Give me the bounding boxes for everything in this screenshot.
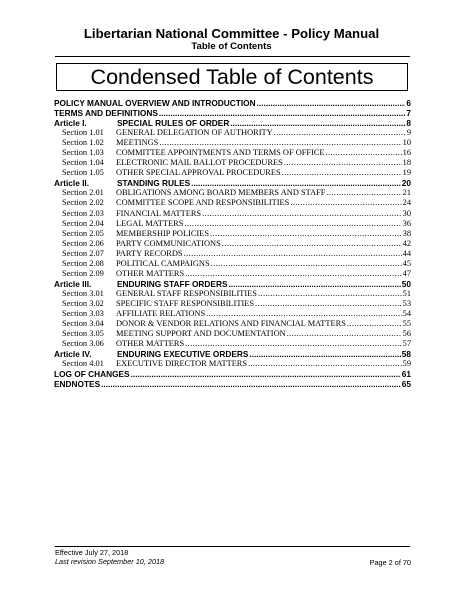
dot-leader: [101, 379, 401, 389]
toc-entry[interactable]: [54, 249, 411, 259]
toc-entry-page: 47: [402, 268, 411, 278]
toc-entry-page: 20: [401, 178, 411, 189]
toc-entry[interactable]: [54, 289, 411, 299]
toc-entry[interactable]: [54, 309, 411, 319]
toc-entry[interactable]: [54, 369, 411, 379]
toc-entry-page: 45: [402, 258, 411, 268]
dot-leader: [185, 339, 401, 348]
toc-entry[interactable]: [54, 148, 411, 158]
toc-entry-title: ELECTRONIC MAIL BALLOT PROCEDURES: [116, 158, 283, 168]
dot-leader: [202, 209, 402, 218]
toc-entry-page: 10: [402, 138, 411, 148]
toc-entry-number: Section 2.02: [62, 198, 104, 208]
dot-leader: [184, 249, 402, 258]
toc-entry-title: GENERAL DELEGATION OF AUTHORITY: [116, 128, 273, 138]
toc-entry-number: Section 1.02: [62, 138, 104, 148]
toc-entry-number: Section 3.06: [62, 339, 104, 349]
toc-entry-number: Section 3.05: [62, 329, 104, 339]
toc-entry[interactable]: [54, 118, 411, 128]
dot-leader: [287, 329, 402, 338]
toc-entry-title: PARTY COMMUNICATIONS: [116, 238, 221, 248]
toc-entry[interactable]: [54, 349, 411, 359]
toc-entry-page: 9: [406, 128, 411, 138]
toc-entry-page: 57: [402, 339, 411, 349]
toc-entry-title: ENDNOTES: [54, 379, 101, 390]
toc-entry[interactable]: [54, 339, 411, 349]
toc-entry-page: 36: [402, 218, 411, 228]
toc-entry[interactable]: [54, 209, 411, 219]
toc-entry-page: 42: [402, 238, 411, 248]
toc-entry-number: Section 1.05: [62, 168, 104, 178]
toc-entry[interactable]: [54, 128, 411, 138]
toc-entry[interactable]: [54, 259, 411, 269]
toc-entry-title: FINANCIAL MATTERS: [116, 208, 202, 218]
toc-entry-number: Article I.: [54, 118, 87, 129]
toc-entry[interactable]: [54, 138, 411, 148]
toc-entry-title: ENDURING STAFF ORDERS: [117, 278, 228, 289]
toc-entry-page: 38: [402, 228, 411, 238]
toc-entry-title: OTHER MATTERS: [116, 339, 185, 349]
toc-entry-title: PARTY RECORDS: [116, 248, 183, 258]
toc-entry-page: 21: [402, 188, 411, 198]
toc-entry-number: Section 2.04: [62, 218, 104, 228]
toc-entry[interactable]: [54, 229, 411, 239]
dot-leader: [185, 269, 401, 278]
dot-leader: [211, 259, 402, 268]
toc-entry-number: Section 1.04: [62, 158, 104, 168]
dot-leader: [257, 98, 406, 108]
dot-leader: [258, 289, 402, 298]
toc-entry-number: Section 2.09: [62, 268, 104, 278]
toc-entry-number: Article III.: [54, 278, 92, 289]
toc-entry-number: Section 4.01: [62, 359, 104, 369]
toc-entry-page: 55: [402, 319, 411, 329]
dot-leader: [228, 279, 400, 289]
toc-entry[interactable]: [54, 188, 411, 198]
toc-entry-number: Section 2.06: [62, 238, 104, 248]
dot-leader: [274, 128, 406, 137]
toc-entry-page: 7: [406, 108, 411, 119]
toc-entry-number: Section 3.03: [62, 308, 104, 318]
dot-leader: [326, 188, 401, 197]
toc-entry-number: Section 1.03: [62, 148, 104, 158]
revision-date: Last revision September 10, 2018: [55, 557, 165, 566]
toc-entry-number: Section 3.02: [62, 298, 104, 308]
toc-entry-title: OBLIGATIONS AMONG BOARD MEMBERS AND STAFF: [116, 188, 326, 198]
toc-entry-title: SPECIFIC STAFF RESPONSIBILITIES: [116, 298, 255, 308]
dot-leader: [326, 148, 402, 157]
toc-entry-title: ENDURING EXECUTIVE ORDERS: [117, 349, 249, 360]
section-subtitle: Table of Contents: [191, 41, 272, 52]
toc-entry-title: EXECUTIVE DIRECTOR MATTERS: [116, 359, 248, 369]
toc-entry-page: 56: [402, 329, 411, 339]
toc-entry-title: POLITICAL CAMPAIGNS: [116, 258, 210, 268]
dot-leader: [290, 198, 401, 207]
toc-entry-number: Section 2.05: [62, 228, 104, 238]
dot-leader: [159, 138, 401, 147]
page-footer: [55, 548, 411, 566]
toc-entry-page: 30: [402, 208, 411, 218]
toc-entry-number: Section 2.03: [62, 208, 104, 218]
toc-entry[interactable]: [54, 98, 411, 108]
toc-entry[interactable]: [54, 108, 411, 118]
toc-entry[interactable]: [54, 178, 411, 188]
toc-entry-number: Article IV.: [54, 349, 92, 360]
toc-entry-title: POLICY MANUAL OVERVIEW AND INTRODUCTION: [54, 98, 256, 108]
dot-leader: [230, 118, 405, 128]
toc-entry-title: OTHER SPECIAL APPROVAL PROCEDURES: [116, 168, 281, 178]
manual-title: Libertarian National Committee - Policy Manual: [83, 26, 380, 41]
toc-entry-page: 6: [406, 98, 411, 108]
effective-date: Effective July 27, 2018: [55, 548, 129, 557]
toc-entry-page: 8: [406, 118, 411, 129]
toc-entry-number: Section 2.01: [62, 188, 104, 198]
toc-entry[interactable]: [54, 239, 411, 249]
toc-entry[interactable]: [54, 319, 411, 329]
toc-entry-title: COMMITTEE SCOPE AND RESPONSIBILITIES: [116, 198, 290, 208]
toc-entry-number: Section 3.04: [62, 319, 104, 329]
toc-entry-page: 18: [402, 158, 411, 168]
dot-leader: [248, 359, 402, 368]
toc-entry-title: GENERAL STAFF RESPONSIBILITIES: [116, 288, 257, 298]
toc-entry-page: 51: [402, 288, 411, 298]
dot-leader: [249, 349, 400, 359]
footer-divider: [55, 546, 410, 547]
toc-entry-title: DONOR & VENDOR RELATIONS AND FINANCIAL MATTERS: [116, 319, 346, 329]
toc-entry-page: 58: [401, 349, 411, 360]
heading-box: [56, 63, 408, 91]
toc-entry-number: Section 3.01: [62, 288, 104, 298]
toc-entry[interactable]: [54, 198, 411, 208]
table-of-contents: [54, 98, 411, 389]
toc-entry-page: 53: [402, 298, 411, 308]
toc-entry-number: Section 1.01: [62, 128, 104, 138]
page-number: Page 2 of 70: [369, 558, 411, 567]
toc-entry-page: 44: [402, 248, 411, 258]
toc-entry-title: OTHER MATTERS: [116, 268, 185, 278]
toc-entry-page: 50: [401, 278, 411, 289]
toc-entry-title: LEGAL MATTERS: [116, 218, 184, 228]
toc-entry-title: LOG OF CHANGES: [54, 369, 130, 380]
toc-entry[interactable]: [54, 299, 411, 309]
toc-entry-page: 59: [402, 359, 411, 369]
dot-leader: [282, 168, 402, 177]
toc-entry-title: SPECIAL RULES OF ORDER: [117, 118, 230, 129]
dot-leader: [255, 299, 402, 308]
toc-entry-page: 54: [402, 308, 411, 318]
toc-entry-title: MEETING SUPPORT AND DOCUMENTATION: [116, 329, 286, 339]
dot-leader: [284, 158, 402, 167]
toc-entry-page: 65: [401, 379, 411, 390]
toc-entry-number: Section 2.07: [62, 248, 104, 258]
dot-leader: [347, 319, 402, 328]
toc-entry-title: AFFILIATE RELATIONS: [116, 308, 206, 318]
toc-entry-title: MEETINGS: [116, 138, 159, 148]
header-divider: [55, 56, 410, 57]
toc-entry-number: Article II.: [54, 178, 90, 189]
toc-entry[interactable]: [54, 219, 411, 229]
toc-entry[interactable]: [54, 379, 411, 389]
toc-entry-page: 16: [402, 148, 411, 158]
toc-heading: Condensed Table of Contents: [90, 65, 374, 89]
toc-entry-title: MEMBERSHIP POLICIES: [116, 228, 209, 238]
toc-entry-page: 24: [402, 198, 411, 208]
toc-entry[interactable]: [54, 329, 411, 339]
toc-entry-number: Section 2.08: [62, 258, 104, 268]
toc-entry[interactable]: [54, 359, 411, 369]
toc-entry[interactable]: [54, 158, 411, 168]
dot-leader: [206, 309, 402, 318]
toc-entry-page: 19: [402, 168, 411, 178]
dot-leader: [222, 239, 402, 248]
dot-leader: [159, 108, 406, 118]
dot-leader: [210, 229, 402, 238]
dot-leader: [191, 178, 401, 188]
toc-entry[interactable]: [54, 279, 411, 289]
dot-leader: [184, 219, 401, 228]
toc-entry[interactable]: [54, 168, 411, 178]
toc-entry-page: 61: [401, 369, 411, 380]
toc-entry[interactable]: [54, 269, 411, 279]
toc-entry-title: COMMITTEE APPOINTMENTS AND TERMS OF OFFICE: [116, 148, 325, 158]
page-header: [0, 26, 463, 52]
toc-entry-title: STANDING RULES: [117, 178, 191, 189]
dot-leader: [131, 369, 401, 379]
toc-entry-title: TERMS AND DEFINITIONS: [54, 108, 158, 119]
